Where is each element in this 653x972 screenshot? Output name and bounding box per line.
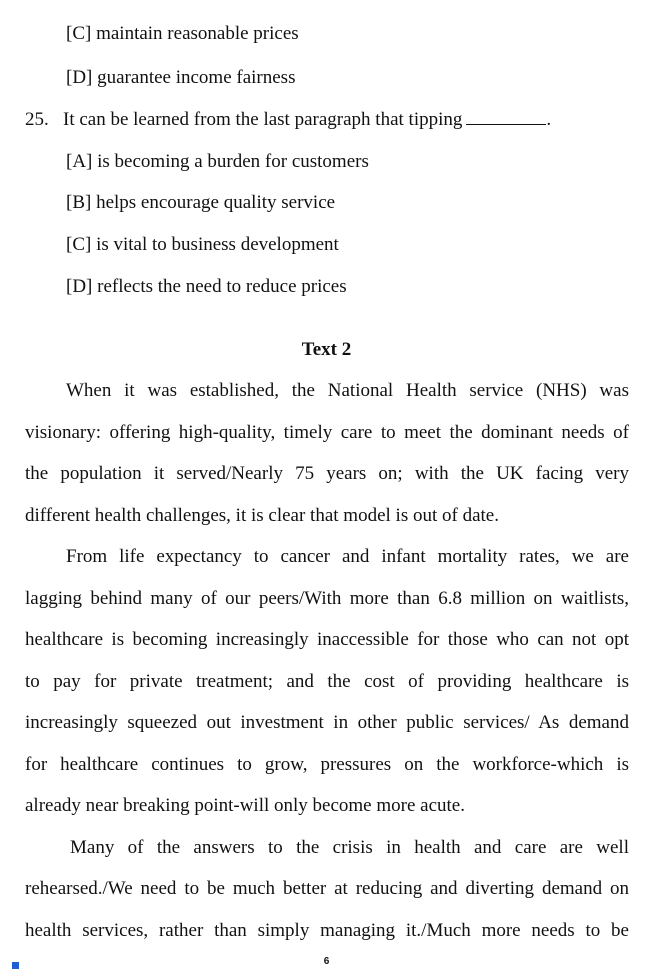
q24-option-c: [C] maintain reasonable prices xyxy=(66,23,299,44)
passage-line: rehearsed./We need to be much better at reducing and diverting demand on xyxy=(25,878,629,899)
passage-line: health services, rather than simply managing it./Much more needs to be xyxy=(25,920,629,941)
passage-line: different health challenges, it is clear that model is out of date. xyxy=(25,505,499,526)
q25-number: 25. xyxy=(25,109,49,130)
passage-line: From life expectancy to cancer and infant mortality rates, we are xyxy=(66,546,629,567)
passage-line: increasingly squeezed out investment in other public services/ As demand xyxy=(25,712,629,733)
q24-option-d: [D] guarantee income fairness xyxy=(66,67,296,88)
passage-line: for healthcare continues to grow, pressures on the workforce-which is xyxy=(25,754,629,775)
q25-end: . xyxy=(546,109,552,130)
q25-question xyxy=(25,108,629,132)
passage-line: When it was established, the National Health service (NHS) was xyxy=(66,380,629,401)
passage-line: lagging behind many of our peers/With more than 6.8 million on waitlists, xyxy=(25,588,629,609)
q25-stem: It can be learned from the last paragraph that tipping xyxy=(63,109,463,130)
passage-line: Many of the answers to the crisis in health and care are well xyxy=(70,837,629,858)
passage-line: visionary: offering high-quality, timely care to meet the dominant needs of xyxy=(25,422,629,443)
passage-line: to pay for private treatment; and the cost of providing healthcare is xyxy=(25,671,629,692)
q25-option-d: [D] reflects the need to reduce prices xyxy=(66,276,347,297)
passage-line: already near breaking point-will only become more acute. xyxy=(25,795,465,816)
section-title: Text 2 xyxy=(301,339,352,360)
q25-option-b: [B] helps encourage quality service xyxy=(66,192,336,213)
page-number: 6 xyxy=(323,956,330,967)
q25-option-c: [C] is vital to business development xyxy=(66,234,339,255)
q25-option-a: [A] is becoming a burden for customers xyxy=(66,151,369,172)
passage-line: the population it served/Nearly 75 years on; with the UK facing very xyxy=(25,463,629,484)
passage-line: healthcare is becoming increasingly inaccessible for those who can not opt xyxy=(25,629,629,650)
answer-blank xyxy=(466,108,546,125)
